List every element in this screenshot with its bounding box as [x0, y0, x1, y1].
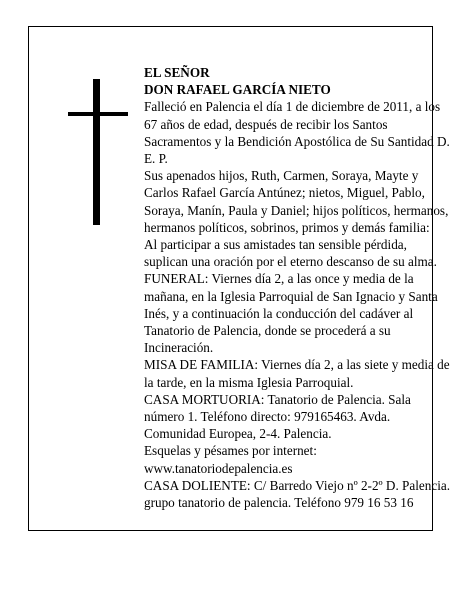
- funeral-home-info: CASA MORTUORIA: Tanatorio de Palencia. Sala número 1. Teléfono directo: 979165463. Avda. Comunidad Europea, 2-4. Palencia.: [144, 391, 411, 442]
- obituary-notice: [28, 26, 451, 531]
- family-mass-info: MISA DE FAMILIA: Viernes día 2, a las siete y media de la tarde, en la misma Iglesia Parroquial.: [144, 357, 450, 390]
- funeral-info: FUNERAL: Viernes día 2, a las once y media de la mañana, en la Iglesia Parroquial de San Ignacio y Santa Inés, y a continuación la conducción del cadáver al Tanatorio de Palencia, donde se procederá a su Incineración.: [144, 271, 438, 356]
- funeral-group-contact: grupo tanatorio de palencia. Teléfono 979 16 53 16: [144, 495, 414, 511]
- family-list: Sus apenados hijos, Ruth, Carmen, Soraya, Mayte y Carlos Rafael García Antúnez; nietos, Miguel, Pablo, Soraya, Manín, Paula y Daniel; hijos políticos, hermanos, hermanos políticos, sobrinos, primos y demás familia:: [144, 168, 449, 235]
- prayer-request: Al participar a sus amistades tan sensible pérdida, suplican una oración por el eterno descanso de su alma.: [144, 237, 437, 270]
- online-condolences: Esquelas y pésames por internet: www.tanatoriodepalencia.es: [144, 443, 317, 476]
- deceased-name: DON RAFAEL GARCÍA NIETO: [144, 82, 331, 98]
- cross-icon: [93, 79, 100, 225]
- cross-icon-crossbar: [68, 112, 128, 116]
- mourning-house: CASA DOLIENTE: C/ Barredo Viejo nº 2-2º D. Palencia.: [144, 477, 451, 493]
- death-announcement: Falleció en Palencia el día 1 de diciembre de 2011, a los 67 años de edad, después de recibir los Santos Sacramentos y la Bendición Apostólica de Su Santidad D. E. P.: [144, 99, 450, 167]
- obituary-text: [144, 64, 452, 511]
- title-line-1: EL SEÑOR: [144, 65, 210, 80]
